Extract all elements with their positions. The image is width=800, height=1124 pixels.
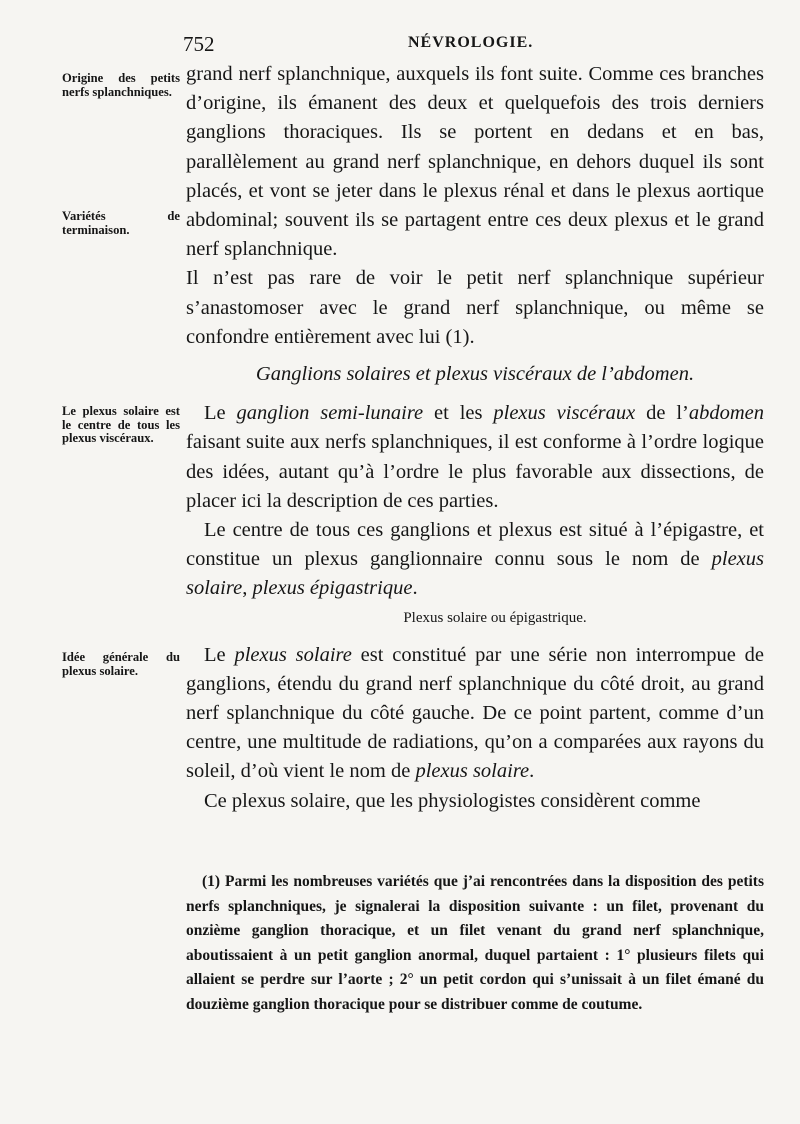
margin-note-general-idea: Idée générale du plexus solaire.: [62, 650, 180, 678]
margin-note-varieties: Variétés de terminaison.: [62, 209, 180, 237]
margin-note-center: Le plexus solaire est le centre de tous les plexus viscéraux.: [62, 404, 180, 445]
footnote: (1) Parmi les nombreuses variétés que j’ai rencontrées dans la disposition des petits nerfs splanchniques, je signalerai la disposition suivante : un filet, provenant du onzième ganglion thoracique, et un filet venant du grand nerf splanchnique, aboutissaient à un petit ganglion anormal, duquel partaient : 1° plusieurs filets qui allaient se perdre sur l’aorte ; 2° un petit cordon qui s’unissait à un filet émané du douzième ganglion thoracique pour se distribuer comme de coutume.: [186, 873, 764, 1013]
paragraph-1: grand nerf splanchnique, auxquels ils font suite. Comme ces branches d’origine, ils émanent des deux et quelquefois des trois derniers ganglions thoraciques. Ils se portent en dedans et en bas, parallèlement au grand nerf splanchnique, en dehors duquel ils sont placés, et vont se jeter dans le plexus rénal et dans le plexus aortique abdominal; souvent ils se partagent entre ces deux plexus et le grand nerf splanchnique.: [186, 63, 764, 261]
section-heading: Ganglions solaires et plexus viscéraux de l’abdomen.: [255, 363, 695, 386]
paragraph-5: Le plexus solaire est constitué par une série non interrompue de ganglions, étendu du grand nerf splanchnique du côté droit, au grand nerf splanchnique du côté gauche. De ce point partent, comme d’un centre, une multitude de radiations, qu’on a comparées aux rayons du soleil, d’où vient le nom de plexus solaire.: [186, 643, 764, 783]
paragraph-2: Il n’est pas rare de voir le petit nerf splanchnique supérieur s’anastomoser avec le grand nerf splanchnique, ou même se confondre entièrement avec lui (1).: [186, 267, 764, 348]
paragraph-6: Ce plexus solaire, que les physiologistes considèrent comme: [204, 789, 701, 812]
margin-note-origin: Origine des petits nerfs splanchniques.: [62, 71, 180, 99]
paragraph-3: Le ganglion semi-lunaire et les plexus viscéraux de l’abdomen faisant suite aux nerfs splanchniques, il est conforme à l’ordre logique des idées, autant qu’à l’ordre le plus favorable aux dissections, de placer ici la description de ces parties.: [186, 402, 764, 512]
footnote-area: [186, 870, 764, 1018]
paragraph-4: Le centre de tous ces ganglions et plexus est situé à l’épigastre, et constitue un plexus ganglionnaire connu sous le nom de plexus solaire, plexus épigastrique.: [186, 519, 764, 600]
running-title: NÉVROLOGIE.: [408, 34, 534, 51]
main-text: [186, 60, 764, 816]
page-number: 752: [183, 32, 215, 56]
subsection-heading: Plexus solaire ou épigastrique.: [403, 609, 587, 626]
page-header: [0, 30, 800, 60]
